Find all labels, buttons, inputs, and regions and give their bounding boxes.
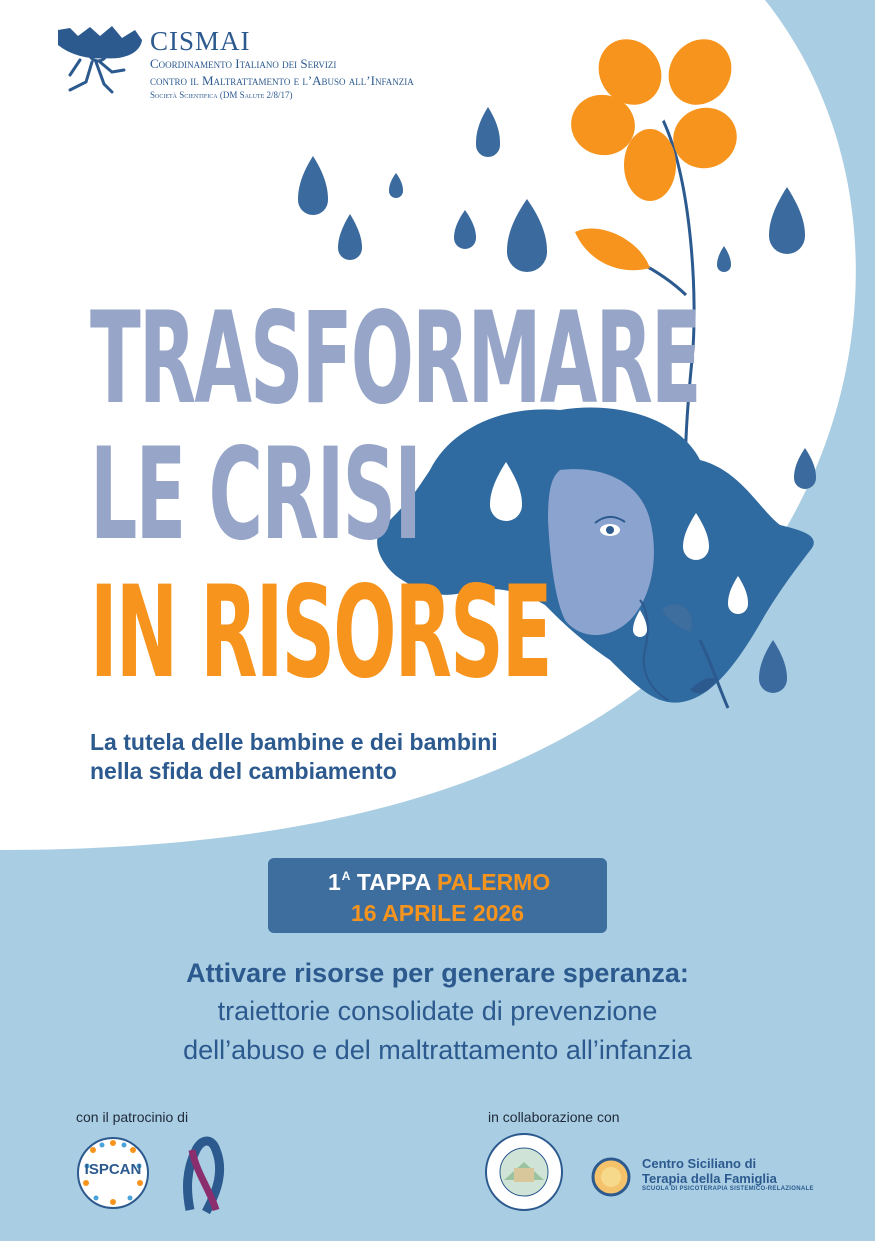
subtitle-line2: nella sfida del cambiamento xyxy=(90,758,397,784)
collaboration-label: in collaborazione con xyxy=(488,1109,620,1125)
title-line1: TRASFORMARE xyxy=(90,284,700,432)
org-name: CISMAI xyxy=(150,26,251,56)
csi-name-line1: Centro Siciliano di xyxy=(642,1156,757,1171)
patronage-label: con il patrocinio di xyxy=(76,1109,189,1125)
event-date: 16 APRILE 2026 xyxy=(351,900,525,926)
theme-headline: Attivare risorse per generare speranza: xyxy=(186,958,689,988)
theme-line2: traiettorie consolidate di prevenzione xyxy=(217,996,658,1026)
event-city: PALERMO xyxy=(436,869,551,895)
subtitle-line1: La tutela delle bambine e dei bambini xyxy=(90,729,498,755)
csi-logo xyxy=(593,1159,629,1195)
raindrop-icon xyxy=(759,640,787,693)
org-subtitle-line3: Società Scientifica (DM Salute 2/8/17) xyxy=(150,90,293,100)
event-stage xyxy=(328,869,550,896)
stage-number: 1 xyxy=(328,869,341,895)
stage-word: TAPPA xyxy=(356,869,431,895)
ispcan-label: ISPCAN xyxy=(84,1161,142,1178)
title-line2: LE CRISI xyxy=(90,420,421,568)
theme-line3: dell’abuso e del maltrattamento all’infanzia xyxy=(183,1035,692,1065)
csi-name-line2: Terapia della Famiglia xyxy=(642,1171,777,1186)
csi-name-line3: SCUOLA DI PSICOTERAPIA SISTEMICO-RELAZIONALE xyxy=(642,1186,814,1192)
stage-superscript: A xyxy=(341,869,351,883)
awareness-ribbon-icon xyxy=(188,1141,220,1212)
org-subtitle-line1: Coordinamento Italiano dei Servizi xyxy=(150,56,337,71)
title-line3: IN RISORSE xyxy=(90,558,551,706)
org-subtitle-line2: contro il Maltrattamento e l’Abuso all’Infanzia xyxy=(150,73,414,88)
focolare-logo xyxy=(486,1134,562,1210)
